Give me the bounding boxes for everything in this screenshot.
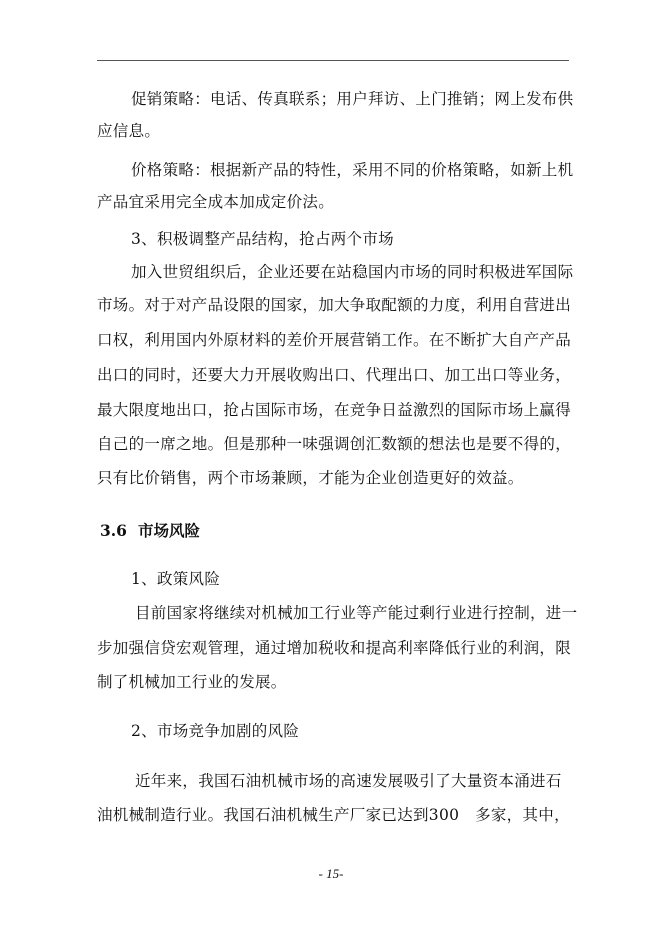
text-line: 价格策略：根据新产品的特性，采用不同的价格策略，如新上机: [131, 161, 574, 179]
page-number: - 15-: [318, 866, 344, 881]
section-heading: [100, 521, 200, 541]
text-line: 自己的一席之地。但是那种一味强调创汇数额的想法也是要不得的，: [97, 435, 572, 453]
text-line: 市场。对于对产品设限的国家，加大争取配额的力度，利用自营进出: [97, 296, 572, 314]
text-line: 加入世贸组织后，企业还要在站稳国内市场的同时积极进军国际: [131, 263, 574, 281]
text-line: 制了机械加工行业的发展。: [97, 673, 287, 691]
text-line: 应信息。: [97, 122, 161, 140]
text-line: 产品宜采用完全成本加成定价法。: [97, 193, 335, 211]
text-line: 步加强信贷宏观管理，通过增加税收和提高利率降低行业的利润，限: [97, 639, 572, 657]
text-line: 油机械制造行业。我国石油机械生产厂家已达到300 多家，其中，: [97, 806, 570, 824]
text-line: 口权，利用国内外原材料的差价开展营销工作。在不断扩大自产产品: [97, 331, 572, 349]
text-line: 近年来，我国石油机械市场的高速发展吸引了大量资本涌进石: [135, 772, 562, 790]
header-rule: [97, 60, 569, 61]
text-line: 只有比价销售，两个市场兼顾，才能为企业创造更好的效益。: [97, 469, 524, 487]
text-line: 最大限度地出口，抢占国际市场，在竞争日益激烈的国际市场上赢得: [97, 401, 572, 419]
text-line: 3、积极调整产品结构，抢占两个市场: [131, 230, 394, 248]
section-title: 市场风险: [138, 521, 201, 540]
text-line: 2、市场竞争加剧的风险: [131, 722, 300, 740]
text-line: 1、政策风险: [131, 570, 221, 588]
text-line: 目前国家将继续对机械加工行业等产能过剩行业进行控制，进一: [135, 604, 578, 622]
text-line: 出口的同时，还要大力开展收购出口、代理出口、加工出口等业务，: [97, 366, 572, 384]
section-number: 3.6: [100, 521, 127, 540]
text-line: 促销策略：电话、传真联系；用户拜访、上门推销；网上发布供: [131, 90, 574, 108]
